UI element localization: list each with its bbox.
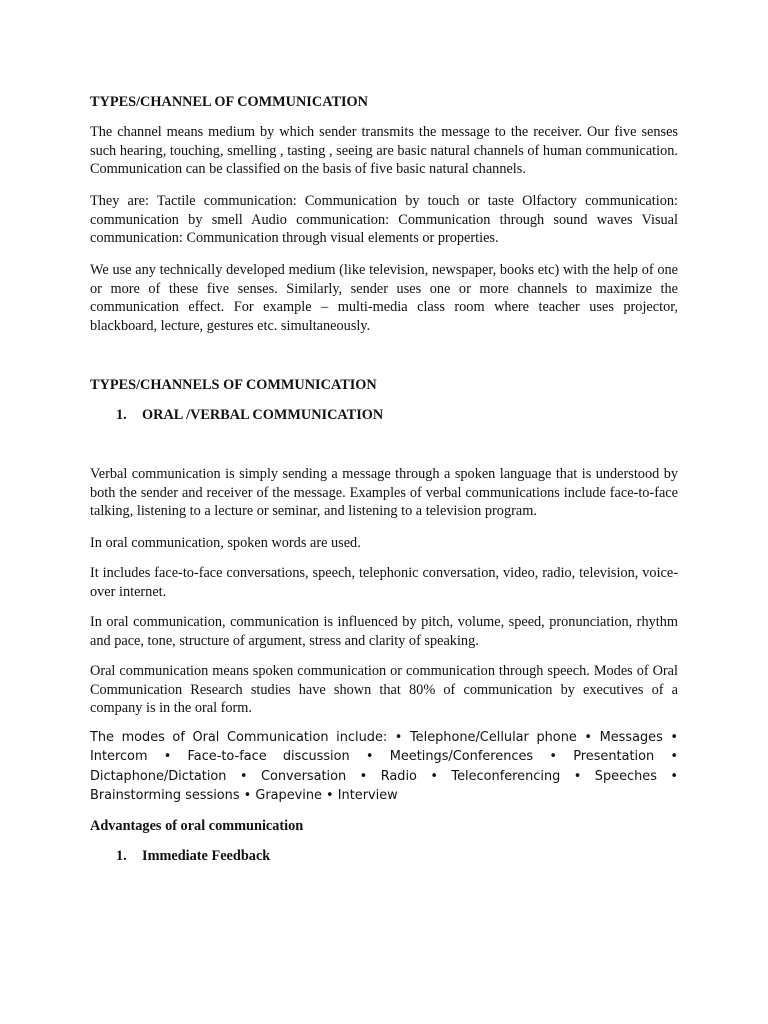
list-number: 1. [116,407,127,423]
paragraph-oral-means: Oral communication means spoken communication or communication through speech. Modes of Oral Communication Research studies have shown that 80% of communication by executives of a company is in the oral form. [90,663,678,717]
paragraph-channel-definition: The channel means medium by which sender transmits the message to the receiver. Our five senses such hearing, touching, smelling , tasting , seeing are basic natural channels of human communication. Communication can be classified on the basis of five basic natural channels. [90,124,678,178]
paragraph-influenced: In oral communication, communication is influenced by pitch, volume, speed, pronunciation, rhythm and pace, tone, structure of argument, stress and clarity of speaking. [90,614,678,649]
list-label: ORAL /VERBAL COMMUNICATION [142,407,384,423]
paragraph-technical-medium: We use any technically developed medium (like television, newspaper, books etc) with the help of one or more of these five senses. Similarly, sender uses one or more channels to maximize the communication effect. For example – multi-media class room where teacher uses projector, blackboard, lecture, gestures etc. simultaneously. [90,262,678,334]
paragraph-channel-types: They are: Tactile communication: Communication by touch or taste Olfactory communication: communication by smell Audio communication: Communication through sound waves Visual communication: Communication through visual elements or properties. [90,193,678,247]
list-label: Immediate Feedback [142,848,271,864]
paragraph-includes: It includes face-to-face conversations, speech, telephonic conversation, video, radio, television, voice-over internet. [90,565,678,600]
section-heading-channels: TYPES/CHANNELS OF COMMUNICATION [90,377,377,393]
paragraph-spoken-words: In oral communication, spoken words are used. [90,535,361,551]
paragraph-oral-modes: The modes of Oral Communication include: • Telephone/Cellular phone • Messages • Intercom • Face-to-face discussion • Meetings/Conferences • Presentation • Dictaphone/Dictation • Conversation • Radio • Teleconferencing • Speeches • Brainstorming sessions • Grapevine • Interview [90,730,678,804]
list-number: 1. [116,848,127,864]
paragraph-verbal-definition: Verbal communication is simply sending a message through a spoken language that is understood by both the sender and receiver of the message. Examples of verbal communications include face-to-face talking, listening to a lecture or seminar, and listening to a television program. [90,466,678,520]
section-heading-advantages: Advantages of oral communication [90,818,304,834]
list-item-oral-verbal [116,406,704,424]
section-heading-channel: TYPES/CHANNEL OF COMMUNICATION [90,94,369,110]
list-item-immediate-feedback [116,847,704,865]
